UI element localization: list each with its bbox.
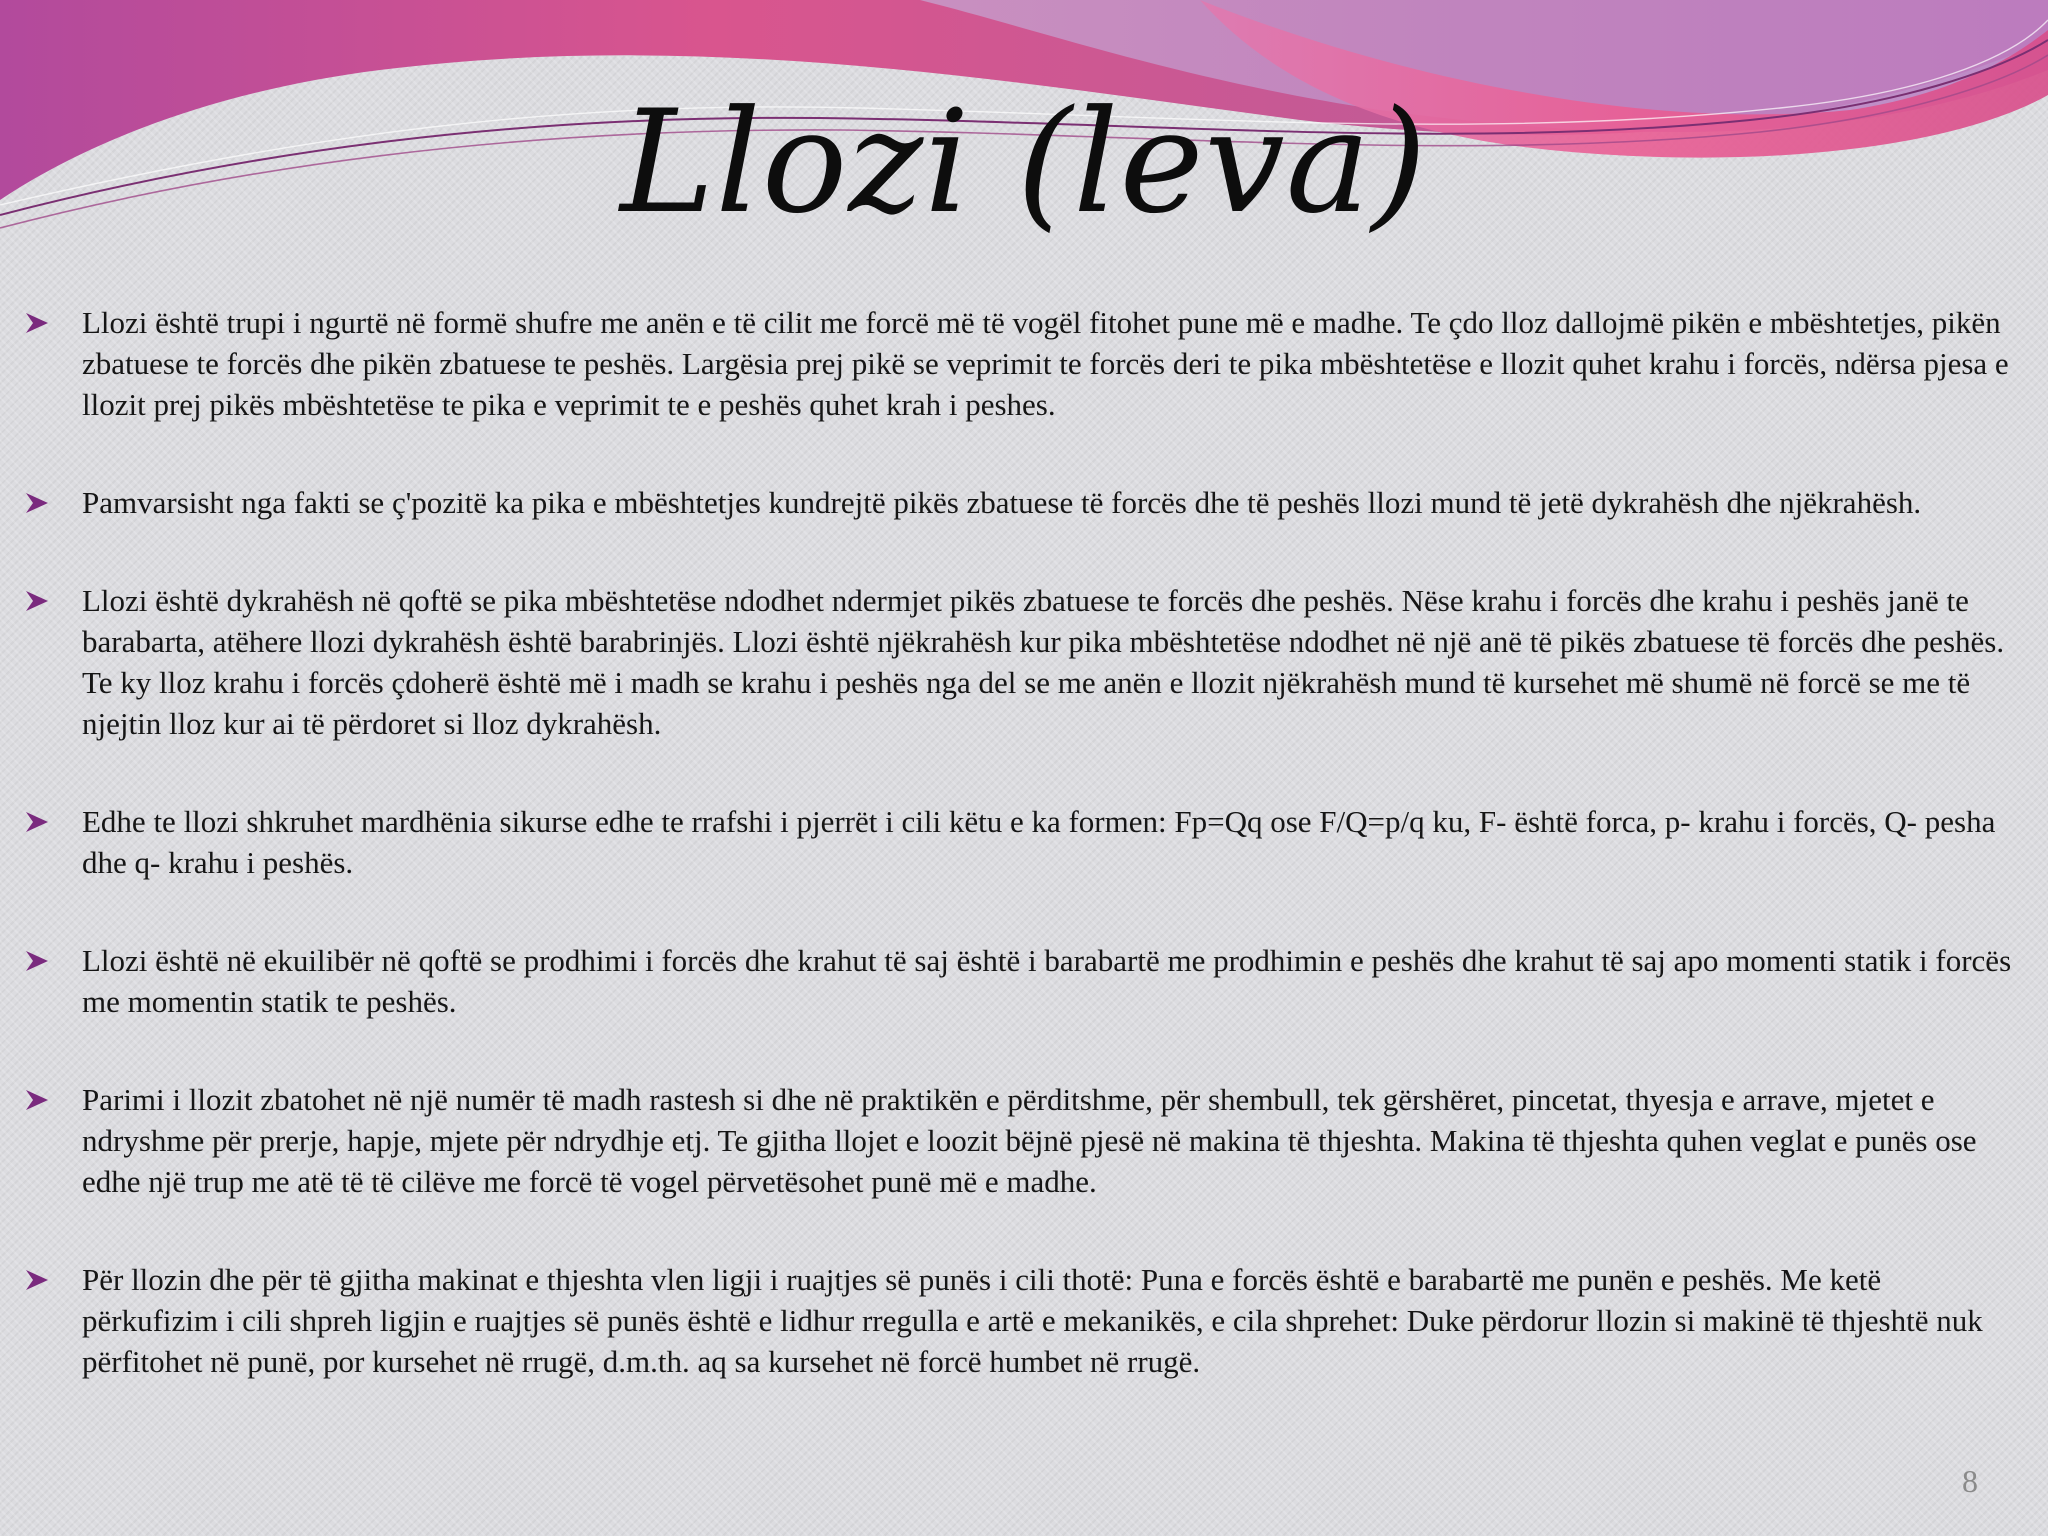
bullet-text: Llozi është dykrahësh në qoftë se pika mbështetëse ndodhet ndermjet pikës zbatuese te forcës dhe peshës. Nëse krahu i forcës dhe krahu i peshës janë te barabarta, atëhere llozi dykrahësh është barabrinjës. Llozi është njëkrahësh kur pika mbështetëse ndodhet në një anë të pikës zbatuese të forcës dhe peshës. Te ky lloz krahu i forcës çdoherë është më i madh se krahu i peshës nga del se me anën e llozit njëkrahësh mund të kursehet më shumë në forcë se me të njejtin lloz kur ai të përdoret si lloz dykrahësh. [82, 583, 2005, 741]
bullet-text: Llozi është trupi i ngurtë në formë shufre me anën e të cilit me forcë më të vogël fitohet pune më e madhe. Te çdo lloz dallojmë pikën e mbështetjes, pikën zbatuese te forcës dhe pikën zbatuese te peshës. Largësia prej pikë se veprimit te forcës deri te pika mbështetëse e llozit quhet krahu i forcës, ndërsa pjesa e llozit prej pikës mbështetëse te pika e veprimit te e peshës quhet krah i peshes. [82, 305, 2009, 422]
bullet-list [24, 302, 2024, 1382]
page-number: 8 [1962, 1463, 1978, 1499]
arrow-bullet-icon [24, 491, 50, 515]
arrow-bullet-icon [24, 949, 50, 973]
bullet-text: Pamvarsisht nga fakti se ç'pozitë ka pika e mbështetjes kundrejtë pikës zbatuese të forcës dhe të peshës llozi mund të jetë dykrahësh dhe njëkrahësh. [82, 485, 1922, 520]
bullet-text: Parimi i llozit zbatohet në një numër të madh rastesh si dhe në praktikën e përditshme, për shembull, tek gërshëret, pincetat, thyesja e arrave, mjetet e ndryshme për prerje, hapje, mjete për ndrydhje etj. Te gjitha llojet e loozit bëjnë pjesë në makina të thjeshta. Makina të thjeshta quhen veglat e punës ose edhe një trup me atë të të cilëve me forcë të vogel përvetësohet punë më e madhe. [82, 1082, 1977, 1199]
slide-title: Llozi (leva) [620, 80, 1428, 245]
bullet-item [24, 580, 2024, 744]
bullet-item [24, 1259, 2024, 1382]
bullet-item [24, 801, 2024, 883]
arrow-bullet-icon [24, 1268, 50, 1292]
bullet-text: Për llozin dhe për të gjitha makinat e thjeshta vlen ligji i ruajtjes së punës i cili thotë: Puna e forcës është e barabartë me punën e peshës. Me ketë përkufizim i cili shpreh ligjin e ruajtjes së punës është e lidhur rregulla e artë e mekanikës, e cila shprehet: Duke përdorur llozin si makinë të thjeshtë nuk përfitohet në punë, por kursehet në rrugë, d.m.th. aq sa kursehet në forcë humbet në rrugë. [82, 1262, 1983, 1379]
arrow-bullet-icon [24, 311, 50, 335]
bullet-item [24, 482, 2024, 523]
arrow-bullet-icon [24, 1088, 50, 1112]
bullet-item [24, 940, 2024, 1022]
bullet-text: Edhe te llozi shkruhet mardhënia sikurse edhe te rrafshi i pjerrët i cili këtu e ka formen: Fp=Qq ose F/Q=p/q ku, F- është forca, p- krahu i forcës, Q- pesha dhe q- krahu i peshës. [82, 804, 1996, 880]
bullet-item [24, 1079, 2024, 1202]
arrow-bullet-icon [24, 589, 50, 613]
bullet-item [24, 302, 2024, 425]
arrow-bullet-icon [24, 810, 50, 834]
bullet-text: Llozi është në ekuilibër në qoftë se prodhimi i forcës dhe krahut të saj është i barabartë me prodhimin e peshës dhe krahut të saj apo momenti statik i forcës me momentin statik te peshës. [82, 943, 2012, 1019]
